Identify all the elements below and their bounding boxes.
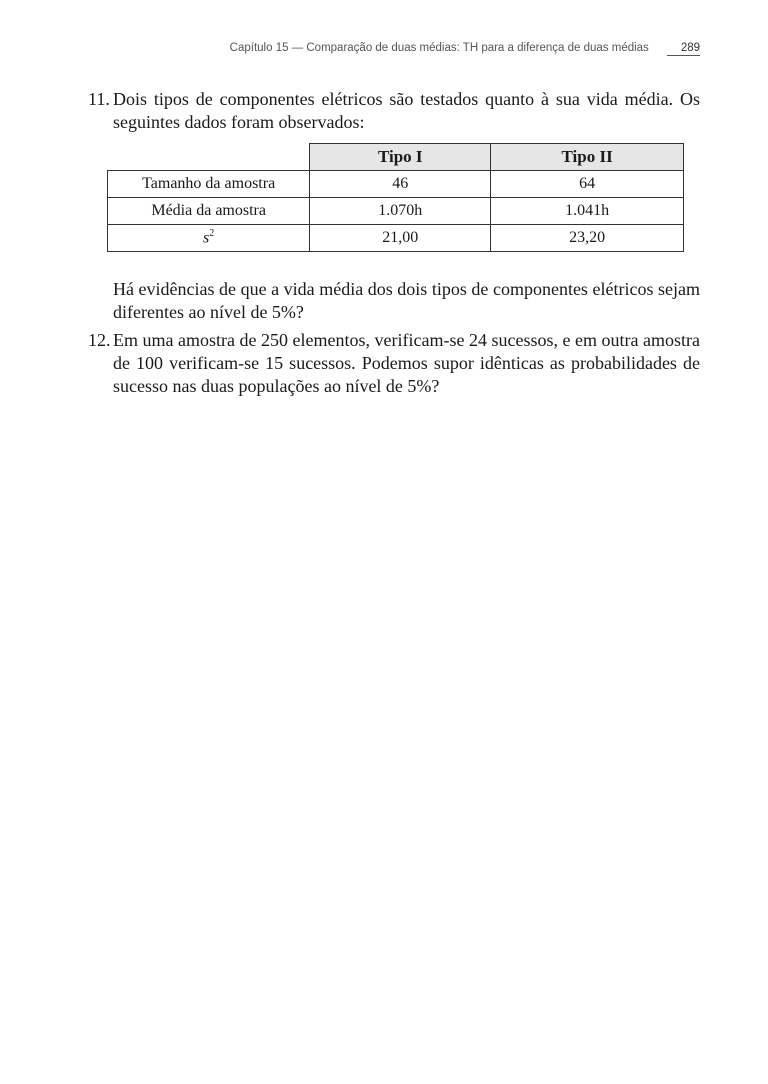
table-cell: 1.070h	[310, 198, 491, 225]
table-cell: 1.041h	[491, 198, 684, 225]
table-cell: 64	[491, 171, 684, 198]
running-head	[0, 42, 700, 56]
table-cell: 23,20	[491, 225, 684, 252]
column-header: Tipo I	[310, 144, 491, 171]
data-table	[107, 143, 684, 252]
table-header-row	[108, 144, 684, 171]
exercise-text: Dois tipos de componentes elétricos são testados quanto à sua vida média. Os seguintes dados foram observados:	[113, 89, 700, 132]
exercise-11-question: Há evidências de que a vida média dos dois tipos de componentes elétricos sejam diferentes ao nível de 5%?	[113, 279, 700, 322]
table-row	[108, 198, 684, 225]
exercise-number: 11.	[88, 89, 110, 109]
table-row	[108, 171, 684, 198]
column-header: Tipo II	[491, 144, 684, 171]
superscript: 2	[209, 228, 215, 240]
page-number: 289	[667, 42, 700, 56]
row-label: Média da amostra	[108, 198, 310, 225]
row-label	[108, 225, 310, 252]
variance-symbol: s	[203, 229, 210, 247]
chapter-title: Capítulo 15 — Comparação de duas médias: TH para a diferença de duas médias	[229, 42, 649, 54]
empty-header-cell	[108, 144, 310, 171]
exercise-text: Em uma amostra de 250 elementos, verificam-se 24 sucessos, e em outra amostra de 100 verificam-se 15 sucessos. Podemos supor idênticas as probabilidades de sucesso nas duas populações ao nível de 5%?	[113, 330, 700, 396]
table-cell: 46	[310, 171, 491, 198]
row-label: Tamanho da amostra	[108, 171, 310, 198]
table-row	[108, 225, 684, 252]
exercise-12	[88, 329, 700, 398]
table-cell: 21,00	[310, 225, 491, 252]
exercise-11	[88, 88, 700, 134]
exercise-number: 12.	[88, 330, 111, 350]
